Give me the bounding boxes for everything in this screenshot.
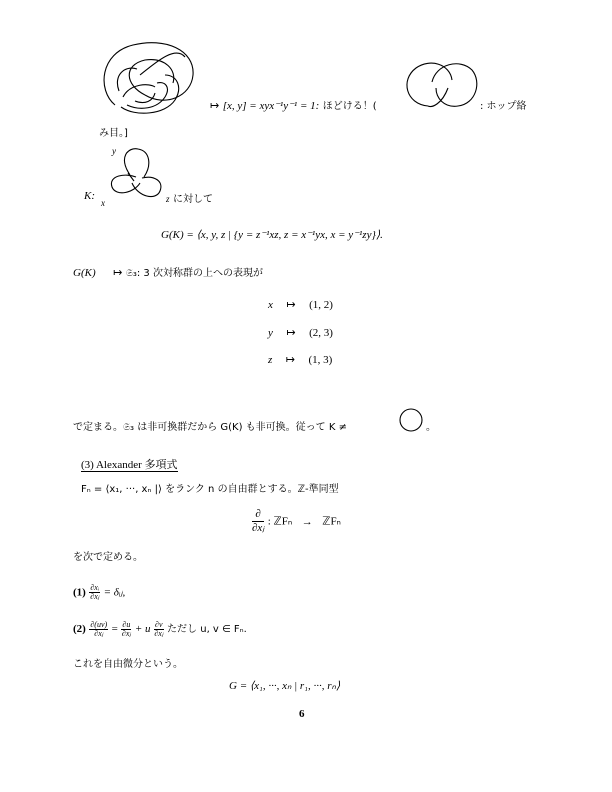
mapping-var: x bbox=[268, 299, 273, 311]
mapping-row bbox=[268, 353, 332, 366]
rule-1-label: (1) bbox=[73, 586, 86, 599]
rule-1-rhs: = δᵢⱼ, bbox=[103, 586, 126, 599]
row1-text-after: : ホップ絡 bbox=[480, 101, 527, 112]
rule-2 bbox=[73, 620, 247, 638]
conclusion-text: で定まる。𝔖₃ は非可換群だから G(K) も非可換。従って K ≠ bbox=[73, 422, 347, 433]
final-presentation: G = ⟨x₁, ···, xₙ | r₁, ···, rₙ⟩ bbox=[229, 680, 341, 692]
free-group-def: Fₙ = ⟨x₁, ···, xₙ |⟩ をランク n の自由群とする。ℤ-準同型 bbox=[81, 484, 339, 495]
trefoil-text-line bbox=[166, 190, 213, 205]
commutator-formula: [x, y] = xyx⁻¹y⁻¹ = 1: bbox=[222, 100, 320, 112]
rep-left: G(K) bbox=[73, 267, 96, 279]
rule-2-eq: = bbox=[111, 623, 118, 635]
row1-line bbox=[210, 97, 377, 112]
rule-1 bbox=[73, 584, 125, 601]
derivation-arrow: → bbox=[301, 515, 313, 528]
rule-2-plus: + u bbox=[134, 623, 151, 635]
row1-continuation: み目。] bbox=[99, 128, 128, 139]
trefoil-knot-diagram bbox=[108, 145, 168, 205]
rep-text: 𝔖₃: 3 次対称群の上への表現が bbox=[125, 268, 263, 279]
knot-diagram bbox=[95, 35, 205, 120]
rule-2-label: (2) bbox=[73, 623, 86, 635]
rule-2-tail: ただし u, v ∈ Fₙ. bbox=[167, 624, 247, 635]
section-title-text: (3) Alexander 多項式 bbox=[81, 459, 178, 471]
group-presentation: G(K) = ⟨x, y, z | {y = z⁻¹xz, z = x⁻¹yx, x = y⁻¹zy}⟩. bbox=[161, 229, 383, 241]
trefoil-text: に対して bbox=[173, 194, 214, 205]
conclusion-end: 。 bbox=[426, 422, 436, 433]
unknot-icon bbox=[398, 407, 424, 433]
derivation-operator bbox=[252, 508, 341, 535]
derivation-domain: : ℤFₙ bbox=[267, 515, 293, 528]
rule-2-fraction-v: $\frac{\partial v}{\text{∂xⱼ}}$ bbox=[154, 619, 164, 638]
page-number: 6 bbox=[299, 708, 305, 720]
define-text: を次で定める。 bbox=[73, 552, 143, 563]
mapping-value: (1, 3) bbox=[308, 354, 333, 366]
derivation-den: ∂xⱼ bbox=[252, 522, 265, 534]
maps-to-arrow: ↦ bbox=[210, 100, 220, 112]
mapping-var: z bbox=[268, 354, 273, 366]
derivation-num: ∂ bbox=[252, 508, 264, 522]
representation-line bbox=[73, 264, 263, 279]
rule-2-fraction-lhs: $\frac{\partial(uv)}{\text{∂xⱼ}}$ bbox=[90, 619, 108, 638]
trefoil-label-k: K: bbox=[84, 190, 95, 202]
mapping-arrow: ↦ bbox=[286, 299, 296, 311]
mapping-row bbox=[268, 298, 333, 311]
mapping-value: (1, 2) bbox=[309, 299, 333, 311]
mapping-row bbox=[268, 326, 333, 339]
trefoil-label-z: z bbox=[166, 194, 170, 204]
section-title bbox=[81, 456, 178, 472]
trefoil-label-x: x bbox=[101, 198, 105, 208]
free-diff-text: これを自由微分という。 bbox=[73, 659, 183, 670]
mapping-arrow: ↦ bbox=[285, 354, 295, 366]
derivation-codomain: ℤFₙ bbox=[322, 515, 341, 528]
mapping-var: y bbox=[268, 327, 273, 339]
rep-arrow: ↦ bbox=[113, 267, 123, 279]
hopf-link-icon bbox=[398, 58, 483, 114]
rule-2-fraction-u: $\frac{\partial u}{\text{∂xⱼ}}$ bbox=[121, 619, 131, 638]
trefoil-label-y: y bbox=[112, 146, 116, 156]
mapping-value: (2, 3) bbox=[309, 327, 333, 339]
rule-1-fraction: $\frac{\text{∂xᵢ}}{\text{∂xⱼ}}$ bbox=[90, 583, 100, 601]
mapping-arrow: ↦ bbox=[286, 327, 296, 339]
row1-text-before: ほどける！( bbox=[322, 101, 377, 112]
